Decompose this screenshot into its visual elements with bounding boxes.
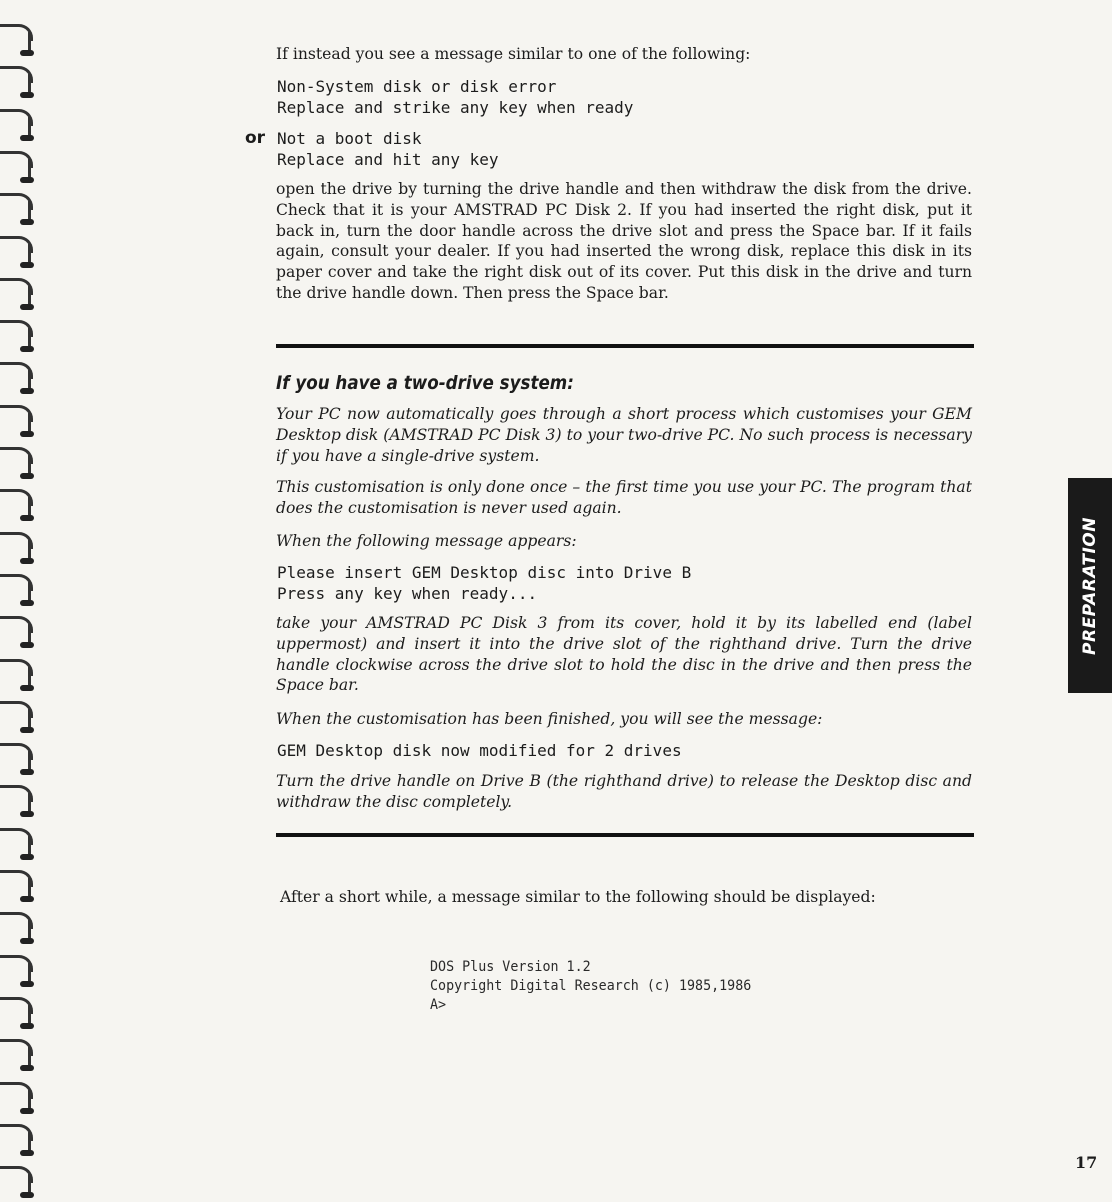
page-number: 17 — [1075, 1153, 1098, 1172]
instructions-text: open the drive by turning the drive handle and then withdraw the disk from the drive. Check that it is your AMSTRAD PC Disk 2. If you had inserted the right disk, put it back in, turn the door handle across the drive slot and press the Space bar. If it fails again, consult your dealer. If you had inserted the wrong disk, replace this disk in its paper cover and take the right disk out of its cover. Put this disk in the drive and turn the drive handle down. Then press the Space bar. — [276, 180, 972, 302]
section-para-2: This customisation is only done once – the first time you use your PC. The program that does the customisation is never used again. — [276, 478, 972, 517]
intro-text: If instead you see a message similar to one of the following: — [276, 45, 751, 63]
dos-screen — [430, 958, 751, 1015]
or-label: or — [245, 128, 266, 148]
preparation-tab-label: PREPARATION — [1080, 516, 1101, 655]
section-top-rule — [276, 344, 974, 348]
dos-screen-line-3: A> — [430, 997, 447, 1013]
error-message-1 — [277, 76, 633, 118]
error-message-2-line-2: Replace and hit any key — [277, 150, 499, 169]
after-text: After a short while, a message similar to the following should be displayed: — [280, 888, 876, 906]
dos-screen-line-2: Copyright Digital Research (c) 1985,1986 — [430, 978, 752, 994]
modified-message: GEM Desktop disk now modified for 2 drives — [277, 741, 682, 760]
section-para-3: When the following message appears: — [276, 532, 577, 550]
section-para-5: When the customisation has been finished, you will see the message: — [276, 710, 823, 728]
error-message-1-line-2: Replace and strike any key when ready — [277, 98, 634, 117]
dos-screen-line-1: DOS Plus Version 1.2 — [430, 959, 591, 975]
error-message-1-line-1: Non-System disk or disk error — [277, 77, 557, 96]
section-para-4: take your AMSTRAD PC Disk 3 from its cover, hold it by its labelled end (label uppermost) and insert it into the drive slot of the righthand drive. Turn the drive handle clockwise across the drive slot to hold the disc in the drive and then press the Space bar. — [276, 614, 972, 695]
insert-disc-message — [277, 562, 691, 604]
preparation-tab — [1068, 478, 1112, 693]
section-heading: If you have a two-drive system: — [276, 372, 574, 394]
error-message-2 — [277, 128, 499, 170]
section-bottom-rule — [276, 833, 974, 837]
section-para-6: Turn the drive handle on Drive B (the righthand drive) to release the Desktop disc and withdraw the disc completely. — [276, 772, 972, 811]
error-message-2-line-1: Not a boot disk — [277, 129, 422, 148]
section-para-1: Your PC now automatically goes through a short process which customises your GEM Desktop disk (AMSTRAD PC Disk 3) to your two-drive PC. No such process is necessary if you have a single-drive system. — [276, 405, 972, 465]
insert-disc-message-line-2: Press any key when ready... — [277, 584, 538, 603]
insert-disc-message-line-1: Please insert GEM Desktop disc into Drive B — [277, 563, 692, 582]
